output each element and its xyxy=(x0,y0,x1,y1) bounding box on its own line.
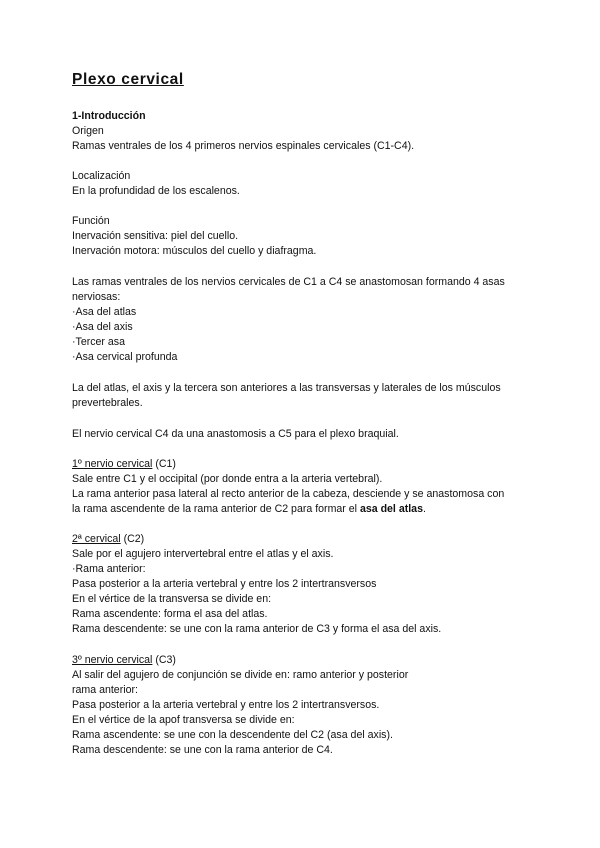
funcion-sensitiva: Inervación sensitiva: piel del cuello. xyxy=(72,230,239,242)
c2-line: Pasa posterior a la arteria vertebral y entre los 2 intertransversos xyxy=(72,578,377,590)
asas-list-item: ·Tercer asa xyxy=(72,336,125,348)
c3-line: En el vértice de la apof transversa se divide en: xyxy=(72,714,295,726)
c4-anastomosis-text: El nervio cervical C4 da una anastomosis a C5 para el plexo braquial. xyxy=(72,428,399,440)
c3-heading xyxy=(72,654,176,667)
asas-paragraph-line-2: nerviosas: xyxy=(72,291,121,303)
anteriores-line-2: prevertebrales. xyxy=(72,397,143,409)
c1-line: La rama anterior pasa lateral al recto anterior de la cabeza, desciende y se anastomosa con xyxy=(72,488,505,500)
asas-paragraph-line-1: Las ramas ventrales de los nervios cervicales de C1 a C4 se anastomosan formando 4 asas xyxy=(72,276,505,288)
c2-line: En el vértice de la transversa se divide en: xyxy=(72,593,272,605)
c1-heading-title: 1º nervio cervical xyxy=(72,458,153,470)
origen-text: Ramas ventrales de los 4 primeros nervios espinales cervicales (C1-C4). xyxy=(72,140,415,152)
asas-list-item: ·Asa del atlas xyxy=(72,306,137,318)
c1-line-text: la rama ascendente de la rama anterior de C2 para formar el xyxy=(72,503,360,515)
origen-label: Origen xyxy=(72,125,104,137)
c2-heading-title: 2ª cervical xyxy=(72,533,121,545)
c3-heading-title: 3º nervio cervical xyxy=(72,654,153,666)
c2-line: Rama descendente: se une con la rama anterior de C3 y forma el asa del axis. xyxy=(72,623,442,635)
c3-line: Rama ascendente: se une con la descendente del C2 (asa del axis). xyxy=(72,729,393,741)
funcion-motora: Inervación motora: músculos del cuello y diafragma. xyxy=(72,245,317,257)
c2-heading xyxy=(72,533,144,546)
c2-line: Sale por el agujero intervertebral entre el atlas y el axis. xyxy=(72,548,334,560)
c3-line: Al salir del agujero de conjunción se divide en: ramo anterior y posterior xyxy=(72,669,409,681)
c2-heading-suffix: (C2) xyxy=(120,533,145,545)
anteriores-line-1: La del atlas, el axis y la tercera son anteriores a las transversas y laterales de los músculos xyxy=(72,382,501,394)
c1-heading-suffix: (C1) xyxy=(152,458,176,470)
section-heading-introduccion: 1-Introducción xyxy=(72,110,146,122)
c3-line: Rama descendente: se une con la rama anterior de C4. xyxy=(72,744,333,756)
c2-line: Rama ascendente: forma el asa del atlas. xyxy=(72,608,268,620)
c1-line: Sale entre C1 y el occipital (por donde entra a la arteria vertebral). xyxy=(72,473,383,485)
c1-line xyxy=(72,503,426,516)
c1-heading xyxy=(72,458,176,471)
page-title: Plexo cervical xyxy=(72,71,184,88)
localizacion-text: En la profundidad de los escalenos. xyxy=(72,185,240,197)
c1-line-end: . xyxy=(422,503,426,515)
c3-heading-suffix: (C3) xyxy=(152,654,176,666)
c1-asa-del-atlas: asa del atlas xyxy=(359,503,423,515)
funcion-label: Función xyxy=(72,215,110,227)
asas-list-item: ·Asa del axis xyxy=(72,321,133,333)
localizacion-label: Localización xyxy=(72,170,131,182)
c2-line: ·Rama anterior: xyxy=(72,563,146,575)
asas-list-item: ·Asa cervical profunda xyxy=(72,351,178,363)
c3-line: rama anterior: xyxy=(72,684,138,696)
c3-line: Pasa posterior a la arteria vertebral y entre los 2 intertransversos. xyxy=(72,699,380,711)
